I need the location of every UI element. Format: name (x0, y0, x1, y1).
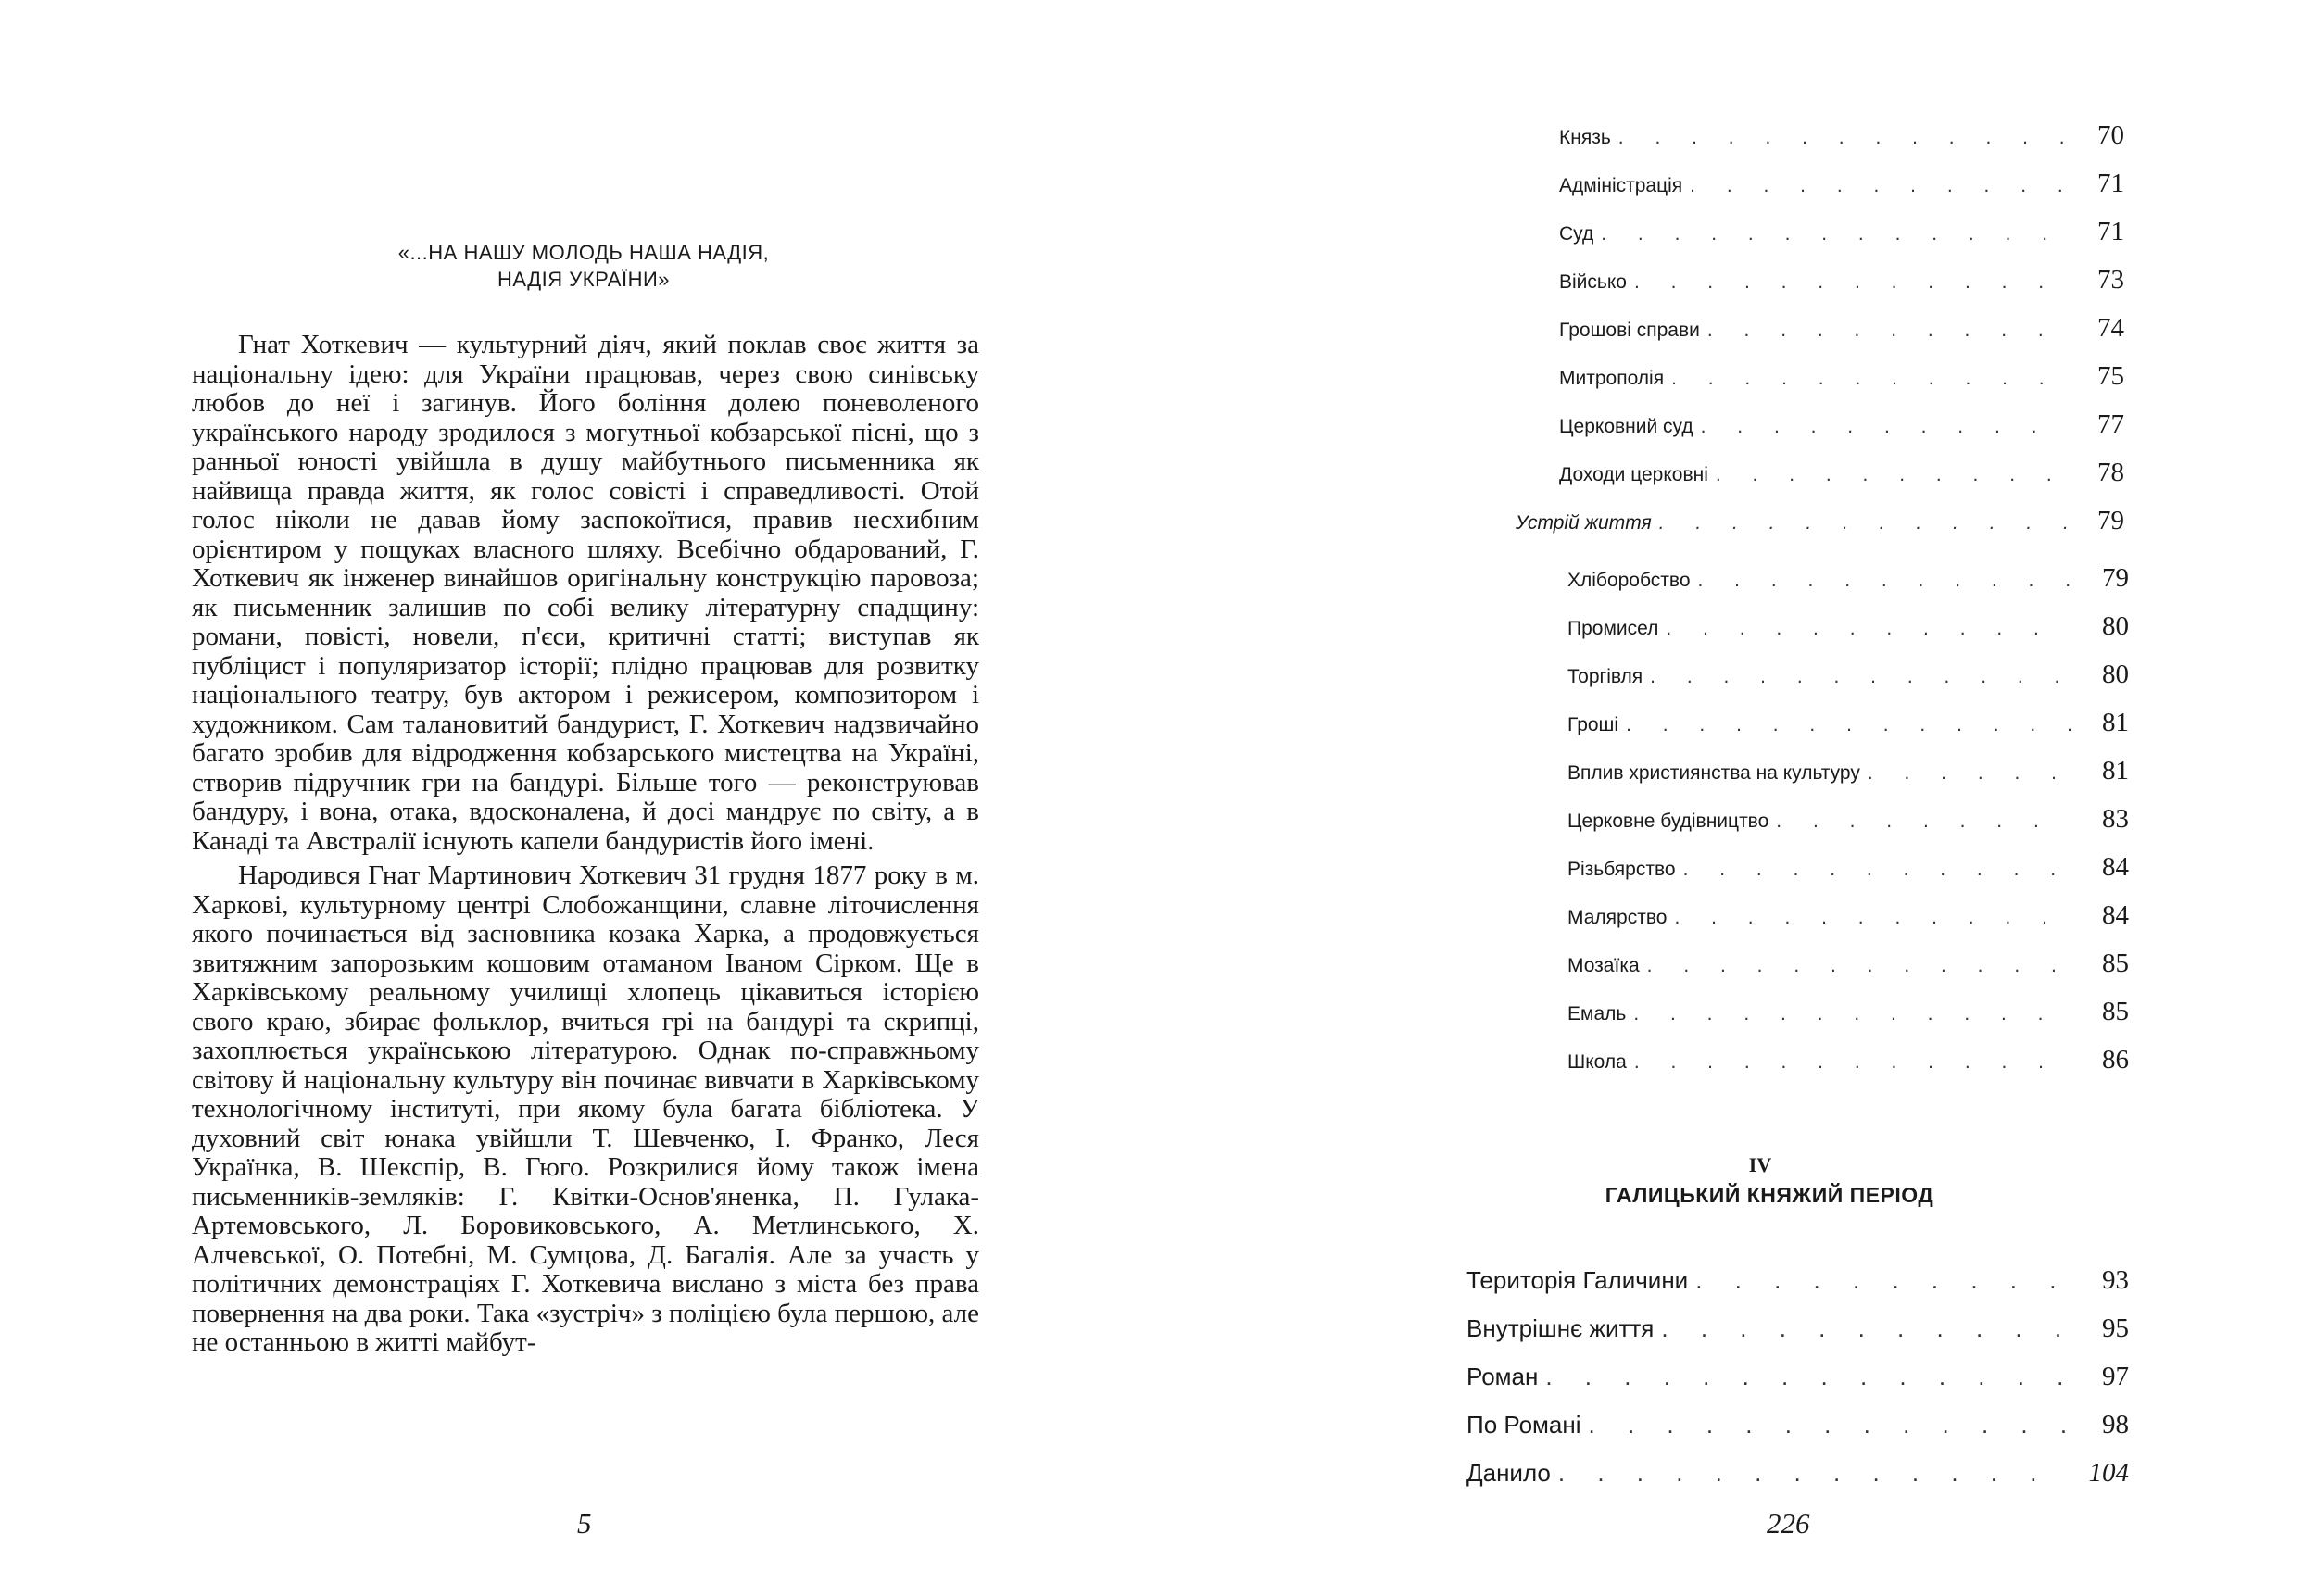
toc-leader-dots (1700, 320, 2067, 342)
toc-entry-label: По Романі (1466, 1411, 1581, 1439)
toc-leader-dots (1693, 416, 2067, 438)
toc-entry-page: 84 (2102, 900, 2129, 930)
toc-entry-label: Мозаїка (1567, 955, 1640, 976)
toc-leader-dots (1627, 271, 2067, 294)
toc-entry-label: Територія Галичини (1466, 1266, 1689, 1294)
toc-entry-label: Різьбярство (1567, 859, 1676, 880)
toc-leader-dots (1658, 618, 2071, 640)
toc-entry-label: Гроші (1567, 714, 1619, 735)
toc-entry-page: 71 (2097, 217, 2124, 246)
toc-entry-label: Школа (1567, 1051, 1627, 1073)
toc-leader-dots (1768, 811, 2071, 833)
toc-entry-page: 85 (2102, 949, 2129, 978)
toc-entry-page: 86 (2102, 1045, 2129, 1074)
essay-title-line-1: «...НА НАШУ МОЛОДЬ НАША НАДІЯ, (397, 241, 770, 264)
toc-entry (1559, 217, 2124, 247)
toc-entry-label: Промисел (1567, 618, 1659, 639)
toc-entry (1466, 1313, 2129, 1344)
toc-leader-dots (1860, 762, 2071, 785)
toc-leader-dots (1708, 464, 2067, 486)
toc-entry-label: Данило (1466, 1459, 1551, 1487)
toc-entry-label: Вплив християнства на культуру (1567, 762, 1860, 784)
toc-entry-page: 84 (2102, 852, 2129, 882)
toc-leader-dots (1667, 907, 2071, 929)
toc-entry-label: Емаль (1567, 1003, 1627, 1024)
toc-entry (1567, 563, 2129, 594)
toc-entry-page: 104 (2088, 1458, 2129, 1488)
toc-entry-page: 93 (2102, 1265, 2129, 1295)
section-number: IV (1748, 1153, 1772, 1176)
toc-entry-label: Грошові справи (1559, 320, 1700, 341)
right-page-number: 226 (1767, 1507, 1810, 1539)
toc-entry-page: 70 (2097, 120, 2124, 150)
toc-leader-dots (1611, 127, 2067, 149)
toc-entry (1559, 361, 2124, 392)
essay-title (352, 239, 815, 293)
toc-entry (1559, 120, 2124, 151)
toc-leader-dots (1682, 175, 2067, 197)
toc-entry-page: 80 (2102, 611, 2129, 641)
toc-entry-label: Торгівля (1567, 666, 1643, 687)
toc-entry-label: Доходи церковні (1559, 464, 1708, 485)
toc-leader-dots (1691, 570, 2071, 592)
toc-entry-page: 71 (2097, 169, 2124, 198)
toc-entry (1466, 1410, 2129, 1440)
toc-entry (1559, 313, 2124, 344)
toc-entry-label: Внутрішнє життя (1466, 1314, 1655, 1342)
toc-entry (1567, 756, 2129, 786)
toc-entry-page: 77 (2097, 409, 2124, 439)
toc-entry-label: Адміністрація (1559, 175, 1683, 196)
toc-entry-page: 85 (2102, 997, 2129, 1026)
toc-leader-dots (1627, 1051, 2071, 1074)
section-title: ГАЛИЦЬКИЙ КНЯЖИЙ ПЕРІОД (1605, 1183, 1934, 1207)
toc-entry-page: 74 (2097, 313, 2124, 343)
toc-entry-page: 79 (2097, 506, 2124, 535)
toc-entry-page: 78 (2097, 458, 2124, 487)
toc-entry-label: Хліборобство (1567, 570, 1691, 591)
toc-entry-label: Суд (1559, 223, 1594, 245)
toc-leader-dots (1654, 1314, 2071, 1343)
left-page-number: 5 (577, 1507, 592, 1539)
toc-entry (1567, 900, 2129, 931)
toc-entry-page: 83 (2102, 804, 2129, 834)
toc-leader-dots (1581, 1411, 2072, 1439)
toc-leader-dots (1626, 1003, 2071, 1025)
toc-entry-label: Церковний суд (1559, 416, 1693, 437)
toc-heading-entry (1516, 506, 2124, 536)
toc-entry (1567, 997, 2129, 1027)
essay-title-line-2: НАДІЯ УКРАЇНИ» (497, 268, 671, 291)
toc-entry-page: 75 (2097, 361, 2124, 391)
toc-entry-page: 81 (2102, 708, 2129, 737)
toc-entry (1559, 169, 2124, 199)
toc-entry (1567, 708, 2129, 738)
toc-leader-dots (1593, 223, 2067, 245)
toc-entry-label: Устрій життя (1516, 512, 1652, 534)
toc-leader-dots (1676, 859, 2071, 881)
toc-entry-page: 81 (2102, 756, 2129, 785)
toc-entry-page: 97 (2102, 1362, 2129, 1391)
toc-entry-label: Князь (1559, 127, 1611, 148)
toc-leader-dots (1618, 714, 2071, 736)
toc-entry (1567, 660, 2129, 690)
toc-leader-dots (1640, 955, 2071, 977)
toc-entry-page: 79 (2102, 563, 2129, 593)
toc-entry (1466, 1362, 2129, 1392)
toc-leader-dots (1688, 1266, 2071, 1295)
toc-entry (1567, 1045, 2129, 1075)
toc-entry-page: 80 (2102, 660, 2129, 689)
toc-entry-label: Військо (1559, 271, 1627, 293)
toc-entry-page: 95 (2102, 1313, 2129, 1343)
toc-entry (1559, 409, 2124, 440)
toc-entry (1567, 611, 2129, 642)
toc-entry-label: Роман (1466, 1363, 1539, 1390)
toc-leader-dots (1551, 1459, 2071, 1488)
toc-leader-dots (1643, 666, 2071, 688)
toc-leader-dots (1652, 512, 2067, 534)
toc-leader-dots (1538, 1363, 2071, 1391)
toc-entry (1559, 458, 2124, 488)
toc-entry (1466, 1458, 2129, 1489)
toc-entry (1567, 804, 2129, 835)
toc-entry (1567, 949, 2129, 979)
toc-entry (1466, 1265, 2129, 1296)
toc-entry-label: Митрополія (1559, 368, 1665, 389)
toc-entry-label: Церковне будівництво (1567, 811, 1769, 832)
toc-entry-page: 73 (2097, 265, 2124, 295)
toc-entry-label: Малярство (1567, 907, 1668, 928)
toc-entry-page: 98 (2102, 1410, 2129, 1439)
toc-leader-dots (1664, 368, 2067, 390)
essay-body (192, 331, 979, 1358)
essay-paragraph-2: Народився Гнат Мартинович Хоткевич 31 грудня 1877 року в м. Харкові, культурному центрі Слобожанщини, славне літочислення якого починається від засновника козака Харка, а продовжується звитяжним запорозьким кошовим отаманом Іваном Сірком. Ще в Харківському реальному училищі хлопець цікавиться історією свого краю, збирає фольклор, вчиться грі на бандурі та скрипці, захоплюється українською літературою. Однак по-справжньому світову й національну культуру він починає вивчати в Харківському технологічному інституті, при якому була багата бібліотека. У духовний світ юнака увійшли Т. Шевченко, І. Франко, Леся Українка, В. Шекспір, В. Гюго. Розкрилися йому також імена письменників-земляків: Г. Квітки-Основ'яненка, П. Гулака-Артемовського, Л. Боровиковського, А. Метлинського, Х. Алчевської, О. Потебні, М. Сумцова, Д. Багалія. Але за участь у політичних демонстраціях Г. Хоткевича вислано з міста без права повернення на два роки. Така «зустріч» з поліцією була першою, але не останньою в житті майбут- (192, 861, 979, 1357)
toc-entry (1559, 265, 2124, 295)
essay-paragraph-1: Гнат Хоткевич — культурний діяч, який поклав своє життя за національну ідею: для України працював, через свою синівську любов до неї і загинув. Його боління долею поневоленого українського народу зродилося з могутньої кобзарської пісні, що з ранньої юності увійшла в душу майбутнього письменника як найвища правда життя, як голос совісті і справедливості. Отой голос ніколи не давав йому заспокоїтися, правив несхибним орієнтиром у пощуках власного шляху. Всебічно обдарований, Г. Хоткевич як інженер винайшов оригінальну конструкцію паровоза; як письменник залишив по собі велику літературну спадщину: романи, повісті, новели, п'єси, критичні статті; виступав як публіцист і популяризатор історії; плідно працював для розвитку національного театру, був актором і режисером, композитором і художником. Сам талановитий бандурист, Г. Хоткевич надзвичайно багато зробив для відродження кобзарського мистецтва на Україні, створив підручник гри на бандурі. Більше того — реконструював бандуру, і вона, отака, вдосконалена, й досі мандрує по світу, а в Канаді та Австралії існують капели бандуристів його імені. (192, 330, 979, 856)
toc-entry (1567, 852, 2129, 883)
